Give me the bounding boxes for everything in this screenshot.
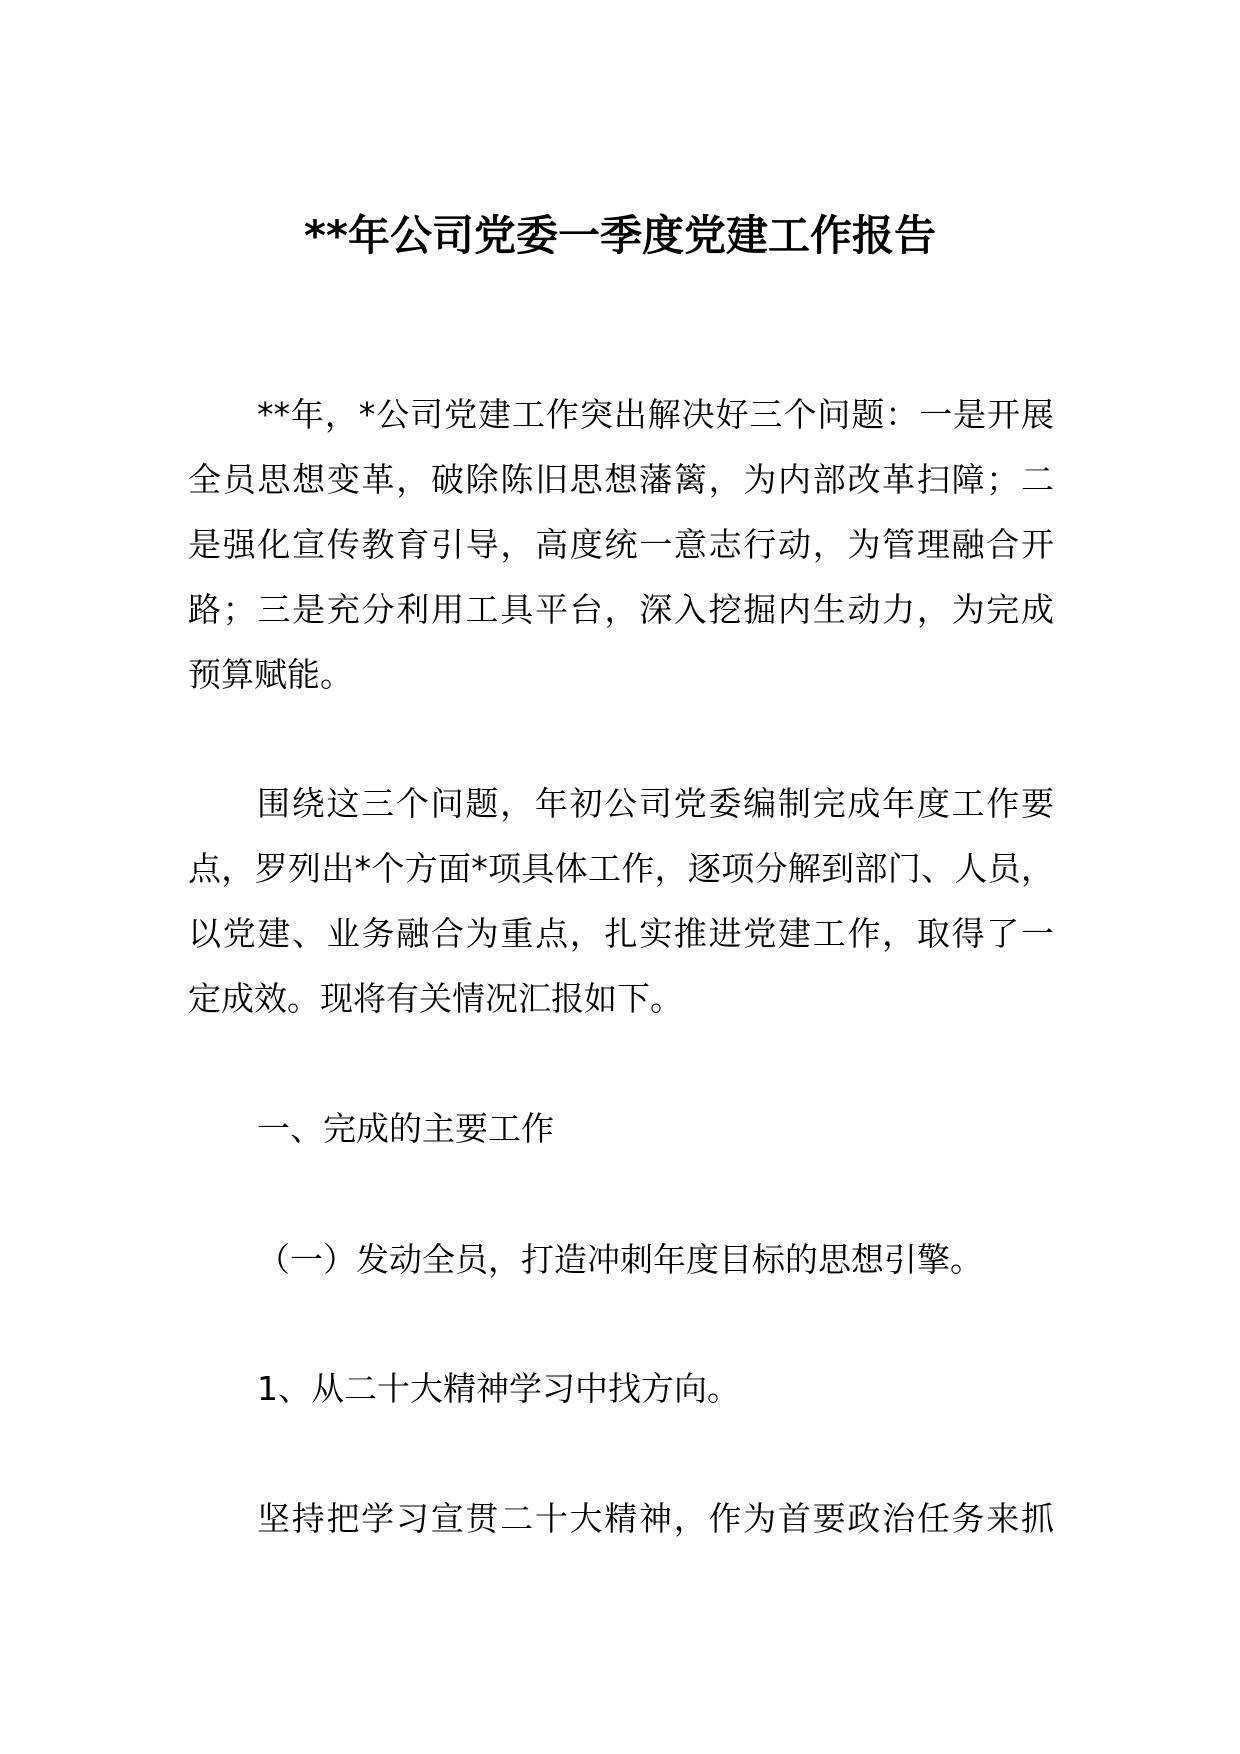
paragraph-1-line: 是强化宣传教育引导，高度统一意志行动，为管理融合开 [188,525,1054,564]
paragraph-1-line: 路；三是充分利用工具平台，深入挖掘内生动力，为完成 [188,590,1054,629]
paragraph-3-line: 坚持把学习宣贯二十大精神，作为首要政治任务来抓 [257,1499,1054,1538]
item-heading: 1、从二十大精神学习中找方向。 [257,1369,740,1408]
paragraph-1-line: 预算赋能。 [188,655,353,694]
paragraph-2-line: 围绕这三个问题，年初公司党委编制完成年度工作要 [257,784,1054,823]
paragraph-2-line: 点，罗列出*个方面*项具体工作，逐项分解到部门、人员， [188,849,1054,888]
section-heading: 一、完成的主要工作 [257,1109,554,1148]
paragraph-1-line: **年，*公司党建工作突出解决好三个问题：一是开展 [257,395,1054,434]
document-title: **年公司党委一季度党建工作报告 [304,211,936,260]
paragraph-2-line: 定成效。现将有关情况汇报如下。 [188,979,683,1018]
paragraph-1-line: 全员思想变革，破除陈旧思想藩篱，为内部改革扫障；二 [188,460,1054,499]
subsection-heading: （一）发动全员，打造冲刺年度目标的思想引擎。 [257,1240,983,1279]
paragraph-2-line: 以党建、业务融合为重点，扎实推进党建工作，取得了一 [188,914,1054,953]
